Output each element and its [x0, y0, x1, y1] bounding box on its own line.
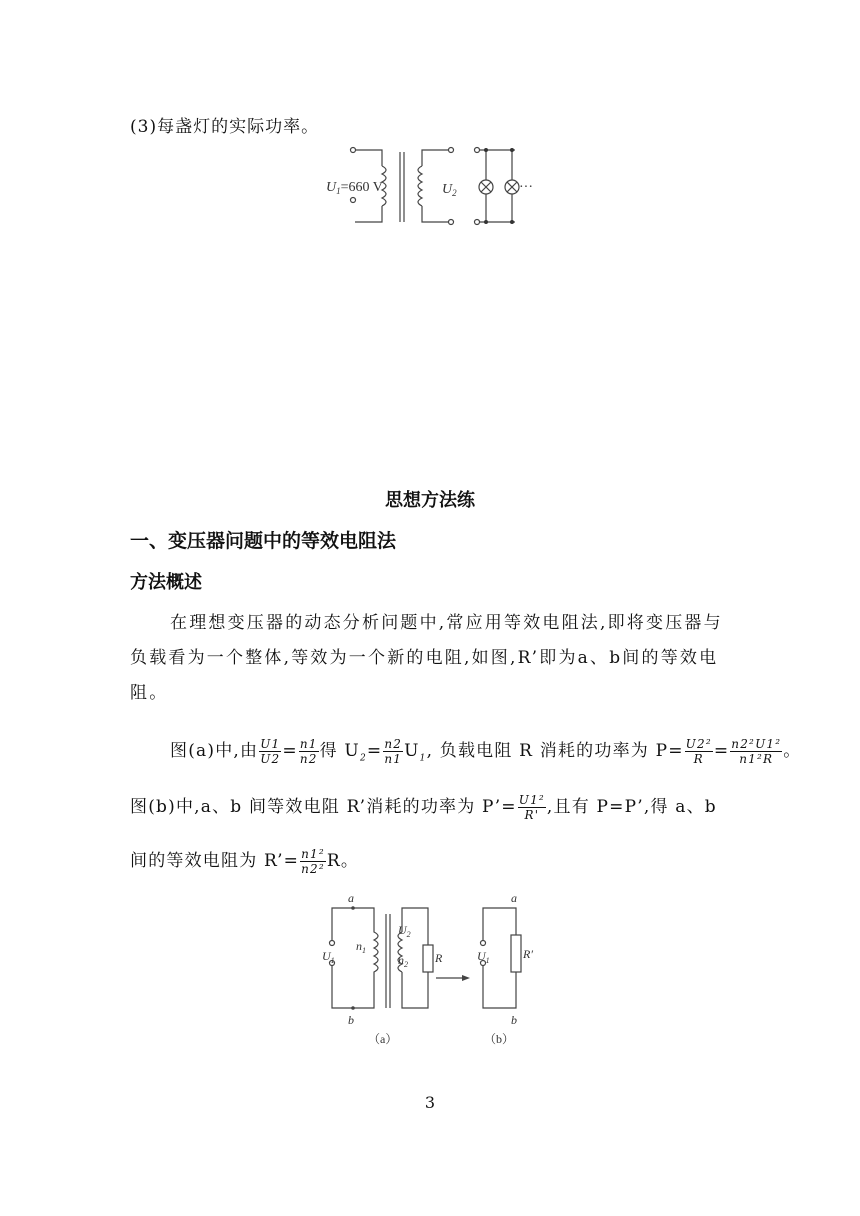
- heading-overview: 方法概述: [130, 572, 202, 593]
- formula-line-b: 图(b)中,a、b 间等效电阻 R’消耗的功率为 P’= $\frac{\text{U1²}}{R'}$ ,且有 P=P’,得 a、b: [130, 793, 717, 822]
- ellipsis: ···: [519, 180, 533, 195]
- svg-text:（a）: （a）: [368, 1032, 398, 1046]
- frac-power-rprime: $\frac{\text{U1²}}{R'}$: [518, 793, 545, 822]
- frac-power-r: $\frac{\text{U2²}}{R}$: [685, 737, 712, 766]
- frac-n1sq-n2sq: $\frac{\text{n1²}}{\text{n2²}}$: [301, 847, 325, 876]
- svg-text:a: a: [511, 891, 517, 905]
- svg-text:（b）: （b）: [484, 1032, 515, 1046]
- svg-text:R: R: [435, 951, 443, 965]
- page-number: 3: [424, 1093, 436, 1112]
- section-title: 思想方法练: [385, 490, 475, 511]
- svg-text:b: b: [511, 1013, 517, 1027]
- formula-line-a: 图(a)中,由 $\frac{U1}{U2}$ = $\frac{n1}{n2}$ 得 $U_2=$ $\frac{n2}{n1}$ $U_1$, 负载电阻 R 消耗的功率为 P= $\frac{\text{U2²}}{R}$ = $\frac{\text{n2²U1²}}{\text{n1²R}}$ 。: [170, 737, 802, 766]
- formula-line-c: 间的等效电阻为 R’= $\frac{\text{n1²}}{\text{n2²}}$ R。: [130, 847, 360, 876]
- svg-text:U1: $U_1$: [477, 949, 490, 965]
- svg-text:U1: $U_1$: [322, 949, 335, 965]
- frac-u1-u2: $\frac{U1}{U2}$: [260, 737, 281, 766]
- svg-text:a: a: [348, 891, 354, 905]
- u1-label: $U_1=660$ V: [326, 180, 383, 196]
- heading-method: 一、变压器问题中的等效电阻法: [130, 530, 397, 552]
- frac-power-expanded: $\frac{\text{n2²U1²}}{\text{n1²R}}$: [731, 737, 782, 766]
- svg-text:b: b: [348, 1013, 354, 1027]
- equivalent-resistance-figure: [318, 890, 538, 1048]
- u2-label: $U_2$: [442, 182, 457, 198]
- svg-text:R′: R′: [523, 947, 533, 961]
- question-text: (3)每盏灯的实际功率。: [130, 117, 320, 137]
- svg-text:n1: $n_1$: [356, 939, 366, 955]
- svg-text:n2: $n_2$: [398, 953, 408, 969]
- frac-n2-n1: $\frac{n2}{n1}$: [384, 737, 403, 766]
- svg-text:U2: $U_2$: [398, 923, 411, 939]
- transformer-lamp-figure: [320, 144, 540, 230]
- overview-paragraph: 在理想变压器的动态分析问题中,常应用等效电阻法,即将变压器与负载看为一个整体,等效为一个新的电阻,如图,R’即为a、b间的等效电阻。: [130, 613, 723, 703]
- frac-n1-n2: $\frac{n1}{n2}$: [299, 737, 318, 766]
